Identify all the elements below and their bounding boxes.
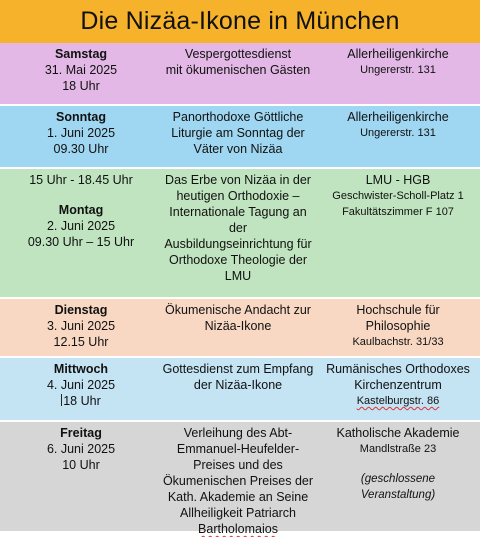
location-name: Katholische Akademie: [336, 426, 460, 440]
event-date: [6, 172, 156, 250]
event-desc-line: Liturgie am Sonntag der: [171, 126, 305, 140]
event-desc-line: Preises und des: [193, 458, 283, 472]
event-time: 12.15 Uhr: [53, 335, 109, 349]
event-desc-line: Väter von Nizäa: [193, 142, 283, 156]
event-description: [158, 172, 318, 284]
event-desc-line: Allheiligkeit Patriarch: [179, 506, 297, 520]
event-desc-line: Gottesdienst zum Empfang: [162, 362, 314, 376]
event-location: [318, 172, 478, 220]
event-location: [318, 425, 478, 503]
event-date-line: 6. Juni 2025: [46, 442, 116, 456]
location-name: Philosophie: [365, 319, 431, 333]
event-desc-line: Internationale Tagung an: [169, 205, 307, 219]
event-desc-line: der: [228, 221, 248, 235]
location-address: Kastelburgstr. 86: [356, 395, 440, 407]
event-time: 09.30 Uhr – 15 Uhr: [27, 235, 135, 249]
event-row-sonntag: [0, 106, 480, 167]
event-desc-line: mit ökumenischen Gästen: [165, 63, 311, 77]
event-time-pre: 15 Uhr - 18.45 Uhr: [29, 173, 133, 187]
event-time: 18 Uhr: [63, 394, 101, 408]
event-description: [158, 302, 318, 334]
event-weekday: Samstag: [54, 47, 108, 61]
location-address: Geschwister-Scholl-Platz 1: [332, 190, 464, 202]
event-weekday: Dienstag: [54, 303, 108, 317]
event-desc-line: Orthodoxe Theologie der: [168, 253, 308, 267]
event-date: [6, 425, 156, 473]
event-desc-line: Verleihung des Abt-: [183, 426, 293, 440]
event-time: 09.30 Uhr: [53, 142, 109, 156]
event-desc-line: Bartholomaios: [198, 522, 278, 536]
event-desc-line: heutigen Orthodoxie –: [176, 189, 300, 203]
event-date: [6, 302, 156, 350]
location-note: (geschlossene: [360, 473, 436, 485]
location-name: Hochschule für: [356, 303, 440, 317]
location-name: Kirchenzentrum: [354, 378, 442, 392]
event-location: [318, 46, 478, 78]
event-date: [6, 361, 156, 409]
event-desc-line: Vespergottesdienst: [184, 47, 292, 61]
event-desc-line: der Nizäa-Ikone: [193, 378, 283, 392]
event-time: 18 Uhr: [62, 79, 100, 93]
event-date: [6, 46, 156, 94]
location-address: Ungererstr. 131: [360, 64, 436, 76]
event-date-line: 4. Juni 2025: [46, 378, 116, 392]
event-row-montag: [0, 169, 480, 297]
event-desc-line: Ausbildungseinrichtung für: [164, 237, 312, 251]
event-date-line: 2. Juni 2025: [46, 219, 116, 233]
event-row-dienstag: [0, 299, 480, 356]
event-desc-line: Emmanuel-Heufelder-: [176, 442, 300, 456]
event-location: [318, 109, 478, 141]
event-time: 10 Uhr: [62, 458, 100, 472]
location-name: LMU - HGB: [365, 173, 431, 187]
location-room: Fakultätszimmer F 107: [342, 206, 454, 218]
event-desc-line: Nizäa-Ikone: [204, 319, 272, 333]
event-date-line: 31. Mai 2025: [44, 63, 118, 77]
event-date-line: 1. Juni 2025: [46, 126, 116, 140]
location-address: Mandlstraße 23: [359, 443, 437, 455]
event-location: [318, 361, 478, 409]
event-description: [158, 425, 318, 537]
event-weekday: Sonntag: [56, 110, 106, 124]
event-row-samstag: [0, 43, 480, 104]
event-weekday: Freitag: [60, 426, 102, 440]
title-band: [0, 0, 480, 43]
event-description: [158, 109, 318, 157]
event-description: [158, 361, 318, 393]
event-row-mittwoch: [0, 358, 480, 420]
location-address: Ungererstr. 131: [360, 127, 436, 139]
event-date-line: 3. Juni 2025: [46, 319, 116, 333]
event-weekday: Montag: [58, 203, 104, 217]
event-date: [6, 109, 156, 157]
event-description: [158, 46, 318, 78]
location-note: Veranstaltung): [360, 489, 436, 501]
event-desc-line: Ökumenische Andacht zur: [165, 303, 311, 317]
location-address: Kaulbachstr. 31/33: [352, 336, 444, 348]
page-title: Die Nizäa-Ikone in München: [80, 7, 400, 35]
event-desc-line: Das Erbe von Nizäa in der: [165, 173, 311, 187]
location-name: Rumänisches Orthodoxes: [326, 362, 470, 376]
event-desc-line: Panorthodoxe Göttliche: [172, 110, 304, 124]
event-desc-line: Ökumenischen Preises der: [162, 474, 314, 488]
event-desc-line: LMU: [224, 269, 252, 283]
event-desc-line: Kath. Akademie an Seine: [167, 490, 309, 504]
event-location: [318, 302, 478, 350]
event-weekday: Mittwoch: [53, 362, 109, 376]
location-name: Allerheiligenkirche: [347, 110, 449, 124]
location-name: Allerheiligenkirche: [347, 47, 449, 61]
event-row-freitag: [0, 422, 480, 536]
